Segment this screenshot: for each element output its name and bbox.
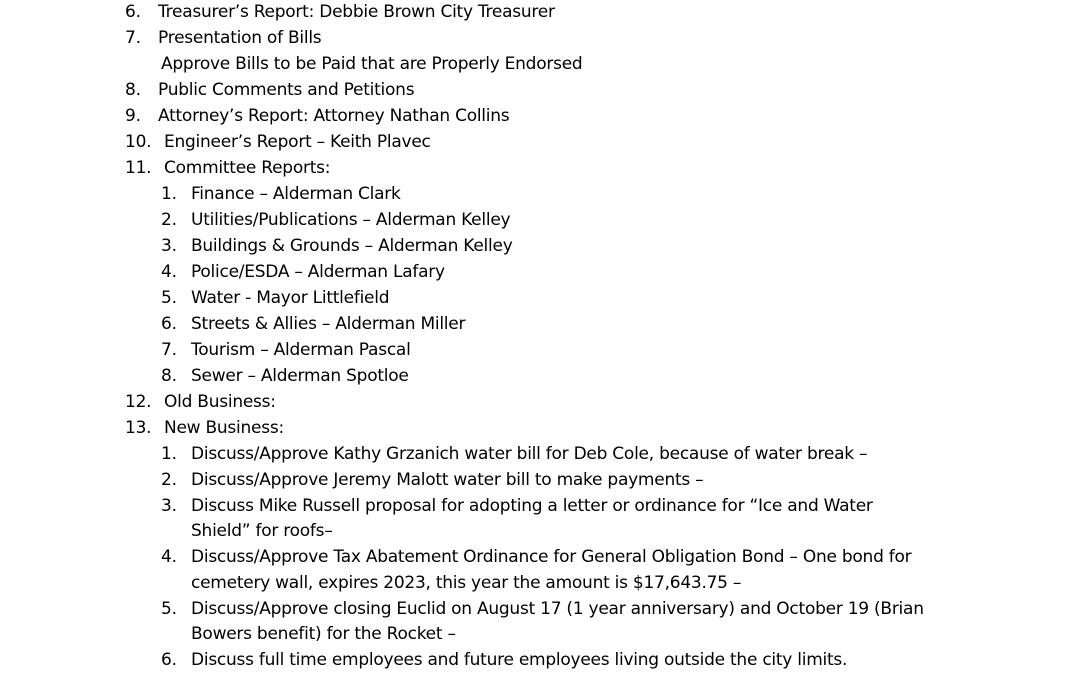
agenda-item-text: Buildings & Grounds – Alderman Kelley: [191, 236, 513, 256]
agenda-item-text: Sewer – Alderman Spotloe: [191, 366, 409, 386]
agenda-item-text: Police/ESDA – Alderman Lafary: [191, 262, 445, 282]
agenda-item-text: Presentation of Bills: [158, 28, 322, 48]
agenda-item-text: Bowers benefit) for the Rocket –: [191, 624, 456, 644]
agenda-item-6: 6. Treasurer’s Report: Debbie Brown City Treasurer: [125, 2, 555, 22]
committee-report-2: 2. Utilities/Publications – Alderman Kelley: [161, 210, 511, 230]
agenda-item-text: Streets & Allies – Alderman Miller: [191, 314, 466, 334]
new-business-2: 2. Discuss/Approve Jeremy Malott water bill to make payments –: [161, 470, 704, 490]
new-business-3: 3. Discuss Mike Russell proposal for adopting a letter or ordinance for “Ice and Water: [161, 496, 873, 516]
agenda-item-text: Discuss/Approve closing Euclid on August 17 (1 year anniversary) and October 19 (Brian: [191, 599, 924, 619]
committee-report-7: 7. Tourism – Alderman Pascal: [161, 340, 411, 360]
committee-report-8: 8. Sewer – Alderman Spotloe: [161, 366, 409, 386]
agenda-item-text: Discuss Mike Russell proposal for adopting a letter or ordinance for “Ice and Water: [191, 496, 873, 516]
agenda-item-text: Tourism – Alderman Pascal: [191, 340, 411, 360]
new-business-4: 4. Discuss/Approve Tax Abatement Ordinance for General Obligation Bond – One bond for: [161, 547, 912, 567]
agenda-item-text: Approve Bills to be Paid that are Properly Endorsed: [161, 54, 583, 74]
new-business-1: 1. Discuss/Approve Kathy Grzanich water bill for Deb Cole, because of water break –: [161, 444, 868, 464]
committee-report-4: 4. Police/ESDA – Alderman Lafary: [161, 262, 445, 282]
agenda-item-text: Finance – Alderman Clark: [191, 184, 401, 204]
agenda-item-text: Discuss/Approve Tax Abatement Ordinance for General Obligation Bond – One bond for: [191, 547, 912, 567]
new-business-5-continued: [191, 623, 456, 645]
agenda-item-text: Utilities/Publications – Alderman Kelley: [191, 210, 511, 230]
agenda-item-text: Discuss/Approve Kathy Grzanich water bill for Deb Cole, because of water break –: [191, 444, 868, 464]
agenda-item-10: 10. Engineer’s Report – Keith Plavec: [125, 132, 431, 152]
agenda-item-text: Water - Mayor Littlefield: [191, 288, 390, 308]
new-business-4-continued: [191, 572, 741, 594]
committee-report-3: 3. Buildings & Grounds – Alderman Kelley: [161, 236, 513, 256]
new-business-5: 5. Discuss/Approve closing Euclid on August 17 (1 year anniversary) and October 19 (Brian: [161, 599, 924, 619]
committee-report-1: 1. Finance – Alderman Clark: [161, 184, 401, 204]
agenda-item-11: 11. Committee Reports:: [125, 158, 331, 178]
agenda-item-13: 13. New Business:: [125, 418, 284, 438]
agenda-item-8: 8. Public Comments and Petitions: [125, 80, 415, 100]
committee-report-6: 6. Streets & Allies – Alderman Miller: [161, 314, 466, 334]
agenda-item-text: Discuss full time employees and future employees living outside the city limits.: [191, 650, 848, 670]
agenda-item-text: Shield” for roofs–: [191, 521, 333, 541]
agenda-item-text: Discuss/Approve Jeremy Malott water bill to make payments –: [191, 470, 704, 490]
agenda-item-text: Old Business:: [164, 392, 276, 412]
agenda-item-text: Committee Reports:: [164, 158, 331, 178]
agenda-item-text: cemetery wall, expires 2023, this year the amount is $17,643.75 –: [191, 573, 742, 593]
agenda-item-9: 9. Attorney’s Report: Attorney Nathan Collins: [125, 106, 510, 126]
new-business-3-continued: [191, 520, 333, 542]
agenda-item-12: 12. Old Business:: [125, 392, 276, 412]
committee-report-5: 5. Water - Mayor Littlefield: [161, 288, 390, 308]
agenda-item-text: Treasurer’s Report: Debbie Brown City Treasurer: [158, 2, 555, 22]
agenda-item-text: Engineer’s Report – Keith Plavec: [164, 132, 431, 152]
agenda-item-text: Attorney’s Report: Attorney Nathan Collins: [158, 106, 510, 126]
agenda-item-7: 7. Presentation of Bills: [125, 28, 322, 48]
agenda-item-text: Public Comments and Petitions: [158, 80, 415, 100]
new-business-6: 6. Discuss full time employees and future employees living outside the city limits.: [161, 650, 848, 670]
agenda-item-7-detail: [161, 53, 582, 75]
agenda-item-text: New Business:: [164, 418, 284, 438]
